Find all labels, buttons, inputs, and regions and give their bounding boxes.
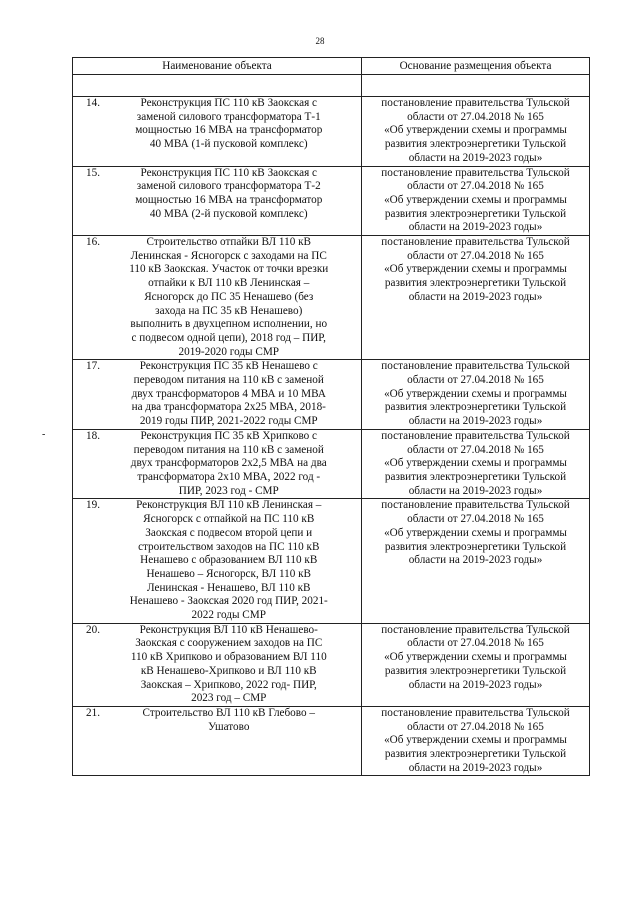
header-name-column: Наименование объекта: [73, 58, 362, 75]
table-row: [73, 499, 590, 623]
object-name: Реконструкция ПС 110 кВ Заокская с заменой силового трансформатора Т-1 мощностью 16 МВА на трансформатор 40 МВА (1-й пусковой комплекс): [103, 97, 362, 167]
table-row: [73, 429, 590, 499]
table-row: [73, 236, 590, 360]
object-name: Строительство ВЛ 110 кВ Глебово – Ушатово: [103, 706, 362, 776]
table-row: [73, 360, 590, 430]
row-number: 17.: [73, 360, 103, 430]
table-row: [73, 706, 590, 776]
table-row: [73, 623, 590, 706]
row-number: 19.: [73, 499, 103, 623]
object-name: Реконструкция ПС 35 кВ Хрипково с переводом питания на 110 кВ с заменой двух трансформаторов 2х2,5 МВА на два трансформатора 2х10 МВА, 2022 год - ПИР, 2023 год - СМР: [103, 429, 362, 499]
row-number: 20.: [73, 623, 103, 706]
object-name: Реконструкция ПС 110 кВ Заокская с заменой силового трансформатора Т-2 мощностью 16 МВА на трансформатор 40 МВА (2-й пусковой комплекс): [103, 166, 362, 236]
placement-basis: постановление правительства Тульской области от 27.04.2018 № 165 «Об утверждении схемы и программы развития электроэнергетики Тульской области на 2019-2023 годы»: [362, 97, 590, 167]
table-spacer-row: [73, 75, 590, 97]
object-name: Реконструкция ВЛ 110 кВ Ленинская – Ясногорск с отпайкой на ПС 110 кВ Заокская с подвесом второй цепи и строительством заходов на ПС 110 кВ Ненашево с образованием ВЛ 110 кВ Ненашево – Ясногорск, ВЛ 110 кВ Ленинская - Ненашево, ВЛ 110 кВ Ненашево - Заокская 2020 год ПИР, 2021- 2022 годы СМР: [103, 499, 362, 623]
objects-table: [72, 57, 590, 776]
table-row: [73, 97, 590, 167]
placement-basis: постановление правительства Тульской области от 27.04.2018 № 165 «Об утверждении схемы и программы развития электроэнергетики Тульской области на 2019-2023 годы»: [362, 429, 590, 499]
row-number: 16.: [73, 236, 103, 360]
row-number: 18.: [73, 429, 103, 499]
page-number: 28: [315, 36, 325, 46]
placement-basis: постановление правительства Тульской области от 27.04.2018 № 165 «Об утверждении схемы и программы развития электроэнергетики Тульской области на 2019-2023 годы»: [362, 166, 590, 236]
table-row: [73, 166, 590, 236]
object-name: Строительство отпайки ВЛ 110 кВ Ленинская - Ясногорск с заходами на ПС 110 кВ Заокская. Участок от точки врезки отпайки к ВЛ 110 кВ Ленинская – Ясногорск до ПС 35 Ненашево (без захода на ПС 35 кВ Ненашево) выполнить в двухцепном исполнении, но с подвесом одной цепи), 2018 год – ПИР, 2019-2020 годы СМР: [103, 236, 362, 360]
placement-basis: постановление правительства Тульской области от 27.04.2018 № 165 «Об утверждении схемы и программы развития электроэнергетики Тульской области на 2019-2023 годы»: [362, 623, 590, 706]
placement-basis: постановление правительства Тульской области от 27.04.2018 № 165 «Об утверждении схемы и программы развития электроэнергетики Тульской области на 2019-2023 годы»: [362, 360, 590, 430]
table-header-row: [73, 58, 590, 75]
header-basis-column: Основание размещения объекта: [362, 58, 590, 75]
row-number: 21.: [73, 706, 103, 776]
object-name: Реконструкция ПС 35 кВ Ненашево с переводом питания на 110 кВ с заменой двух трансформаторов 4 МВА и 10 МВА на два трансформатора 2х25 МВА, 2018- 2019 годы ПИР, 2021-2022 годы СМР: [103, 360, 362, 430]
spacer-cell: [362, 75, 590, 97]
spacer-cell: [73, 75, 362, 97]
row-number: 14.: [73, 97, 103, 167]
placement-basis: постановление правительства Тульской области от 27.04.2018 № 165 «Об утверждении схемы и программы развития электроэнергетики Тульской области на 2019-2023 годы»: [362, 706, 590, 776]
row-number: 15.: [73, 166, 103, 236]
object-name: Реконструкция ВЛ 110 кВ Ненашево- Заокская с сооружением заходов на ПС 110 кВ Хрипково и образованием ВЛ 110 кВ Ненашево-Хрипково и ВЛ 110 кВ Заокская – Хрипково, 2022 год- ПИР, 2023 год – СМР: [103, 623, 362, 706]
placement-basis: постановление правительства Тульской области от 27.04.2018 № 165 «Об утверждении схемы и программы развития электроэнергетики Тульской области на 2019-2023 годы»: [362, 499, 590, 623]
placement-basis: постановление правительства Тульской области от 27.04.2018 № 165 «Об утверждении схемы и программы развития электроэнергетики Тульской области на 2019-2023 годы»: [362, 236, 590, 360]
margin-mark: -: [42, 429, 46, 440]
